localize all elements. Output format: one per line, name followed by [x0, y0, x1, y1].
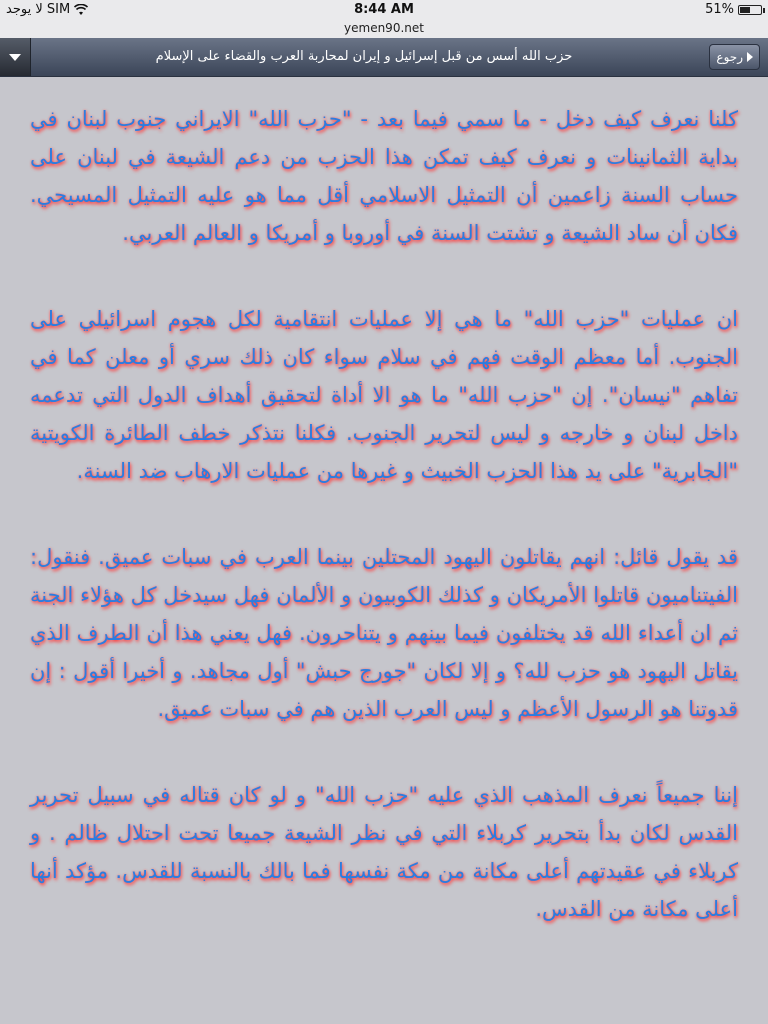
page-header — [0, 38, 768, 77]
page-title: حزب الله أسس من قبل إسرائيل و إيران لمحاربة العرب والقضاء على الإسلام — [155, 49, 573, 64]
url-bar[interactable] — [0, 20, 768, 38]
status-right — [705, 2, 762, 17]
menu-dropdown-button[interactable] — [0, 38, 31, 76]
article-paragraph: كلنا نعرف كيف دخل - ما سمي فيما بعد - "حزب الله" الايراني جنوب لبنان في بداية الثمانينات و نعرف كيف تمكن هذا الحزب من دعم الشيعة في لبنان على حساب السنة زاعمين أن التمثيل الاسلامي أقل مما هو عليه التمثيل المسيحي. فكان أن ساد الشيعة و تشتت السنة في أوروبا و أمريكا و العالم العربي. — [30, 107, 738, 245]
article-paragraph: قد يقول قائل: انهم يقاتلون اليهود المحتلين بينما العرب في سبات عميق. فنقول: الفيتناميون قاتلوا الأمريكان و كذلك الكوبيون و الألمان فهل سيدخل كل هؤلاء الجنة ثم ان أعداء الله قد يختلفون فيما بينهم و يتناحرون. فهل يعني هذا أن الطرف الذي يقاتل اليهود هو حزب لله؟ و إلا لكان "جورج حبش" أول مجاهد. و أخيرا أقول : إن قدوتنا هو الرسول الأعظم و ليس العرب الذين هم في سبات عميق. — [30, 545, 738, 721]
back-button-label: رجوع — [716, 50, 743, 64]
back-arrow-icon — [747, 52, 753, 62]
article-body — [30, 100, 738, 976]
article-paragraph: إننا جميعاً نعرف المذهب الذي عليه "حزب الله" و لو كان قتاله في سبيل تحرير القدس لكان بدأ بتحرير كربلاء التي في نظر الشيعة جميعا تحت احتلال ظالم . و كربلاء في عقيدتهم أعلى مكانة من مكة نفسها فما بالك بالنسبة للقدس. مؤكد أنها أعلى مكانة من القدس. — [30, 783, 738, 921]
back-button[interactable] — [709, 44, 760, 70]
battery-icon — [738, 5, 762, 15]
status-bar — [0, 0, 768, 20]
url-text: yemen90.net — [344, 21, 424, 35]
battery-percent: 51% — [705, 2, 734, 17]
chevron-down-icon — [9, 54, 21, 61]
article-paragraph: ان عمليات "حزب الله" ما هي إلا عمليات انتقامية لكل هجوم اسرائيلي على الجنوب. أما معظم الوقت فهم في سلام سواء كان ذلك سري أو معلن كما في تفاهم "نيسان". إن "حزب الله" ما هو الا أداة لتحقيق أهداف الدول التي تدعمه داخل لبنان و خارجه و ليس لتحرير الجنوب. فكلنا نتذكر خطف الطائرة الكويتية "الجابرية" على يد هذا الحزب الخبيث و غيرها من عمليات الارهاب ضد السنة. — [30, 307, 738, 483]
carrier-label: لا يوجد SIM — [6, 2, 71, 17]
status-time: 8:44 AM — [354, 2, 414, 17]
